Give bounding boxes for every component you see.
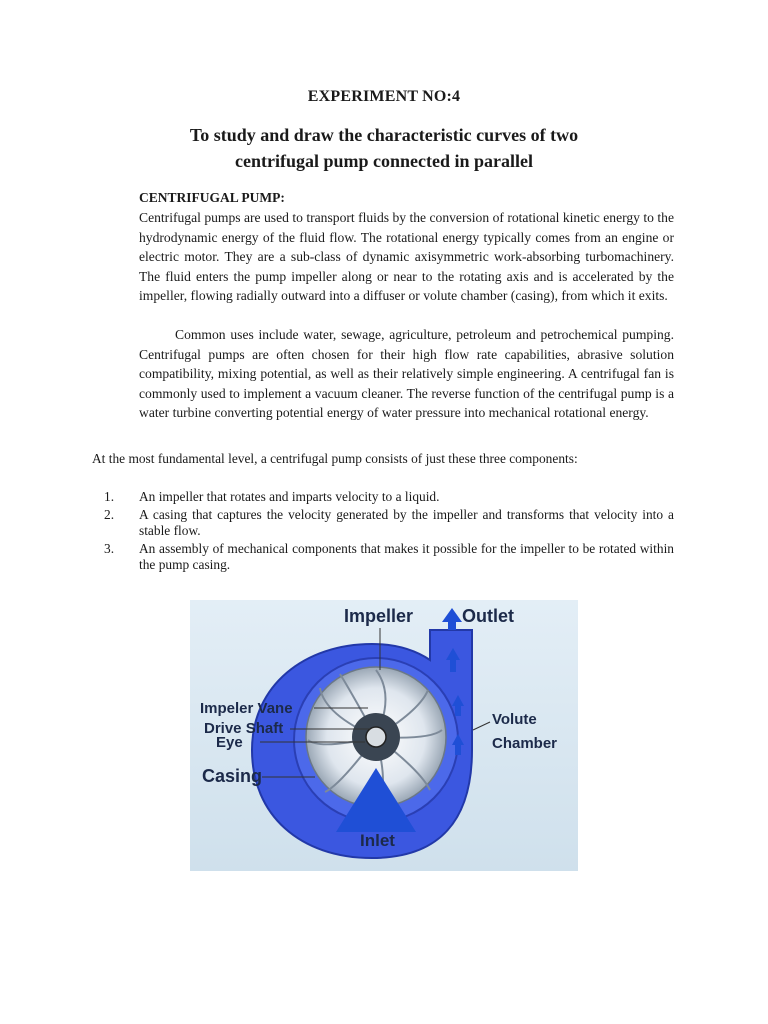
label-inlet: Inlet (360, 831, 395, 850)
pump-diagram-svg (190, 600, 578, 871)
list-text: An impeller that rotates and imparts velocity to a liquid. (139, 489, 440, 504)
page-title (0, 122, 768, 174)
drive-shaft (366, 727, 386, 747)
label-chamber: Chamber (492, 735, 558, 752)
label-volute: Volute (492, 711, 537, 728)
paragraph-1: Centrifugal pumps are used to transport fluids by the conversion of rotational kinetic energy to the hydrodynamic energy of the fluid flow. The rotational energy typically comes from an engine or electric motor. They are a sub-class of dynamic axisymmetric work-absorbing turbomachinery. The fluid enters the pump impeller along or near to the rotating axis and is accelerated by the impeller, flowing radially outward into a diffuser or volute chamber (casing), from which it exits. (139, 210, 674, 303)
list-text: A casing that captures the velocity generated by the impeller and transforms that velocity into a stable flow. (139, 506, 674, 538)
paragraph-2: Common uses include water, sewage, agriculture, petroleum and petrochemical pumping. Centrifugal pumps are often chosen for their high flow rate capabilities, abrasive solution compatibility, mixing potential, as well as their relatively simple engineering. A centrifugal fan is commonly used to implement a vacuum cleaner. The reverse function of the centrifugal pump is a water turbine converting potential energy of water pressure into mechanical rotational energy. (139, 327, 674, 420)
intro-text: At the most fundamental level, a centrifugal pump consists of just these three components: (92, 451, 578, 466)
title-line-2: centrifugal pump connected in parallel (235, 151, 533, 171)
label-casing: Casing (202, 766, 263, 786)
pump-diagram (190, 600, 578, 871)
label-drive-shaft: Drive Shaft (204, 720, 284, 737)
list-item (104, 489, 674, 506)
list-number: 1. (104, 489, 115, 504)
component-list (104, 489, 674, 575)
label-impeler-vane: Impeler Vane (200, 700, 293, 717)
title-line-1: To study and draw the characteristic curves of two (189, 125, 579, 145)
list-item (104, 541, 674, 574)
label-outlet: Outlet (462, 606, 514, 626)
list-item (104, 507, 674, 540)
section-heading: CENTRIFUGAL PUMP: (139, 190, 285, 205)
list-number: 2. (104, 506, 115, 522)
label-impeller: Impeller (344, 606, 414, 626)
label-eye: Eye (216, 734, 243, 751)
list-number: 3. (104, 540, 115, 556)
list-text: An assembly of mechanical components that makes it possible for the impeller to be rotated within the pump casing. (139, 540, 674, 572)
experiment-number: EXPERIMENT NO:4 (307, 88, 461, 105)
